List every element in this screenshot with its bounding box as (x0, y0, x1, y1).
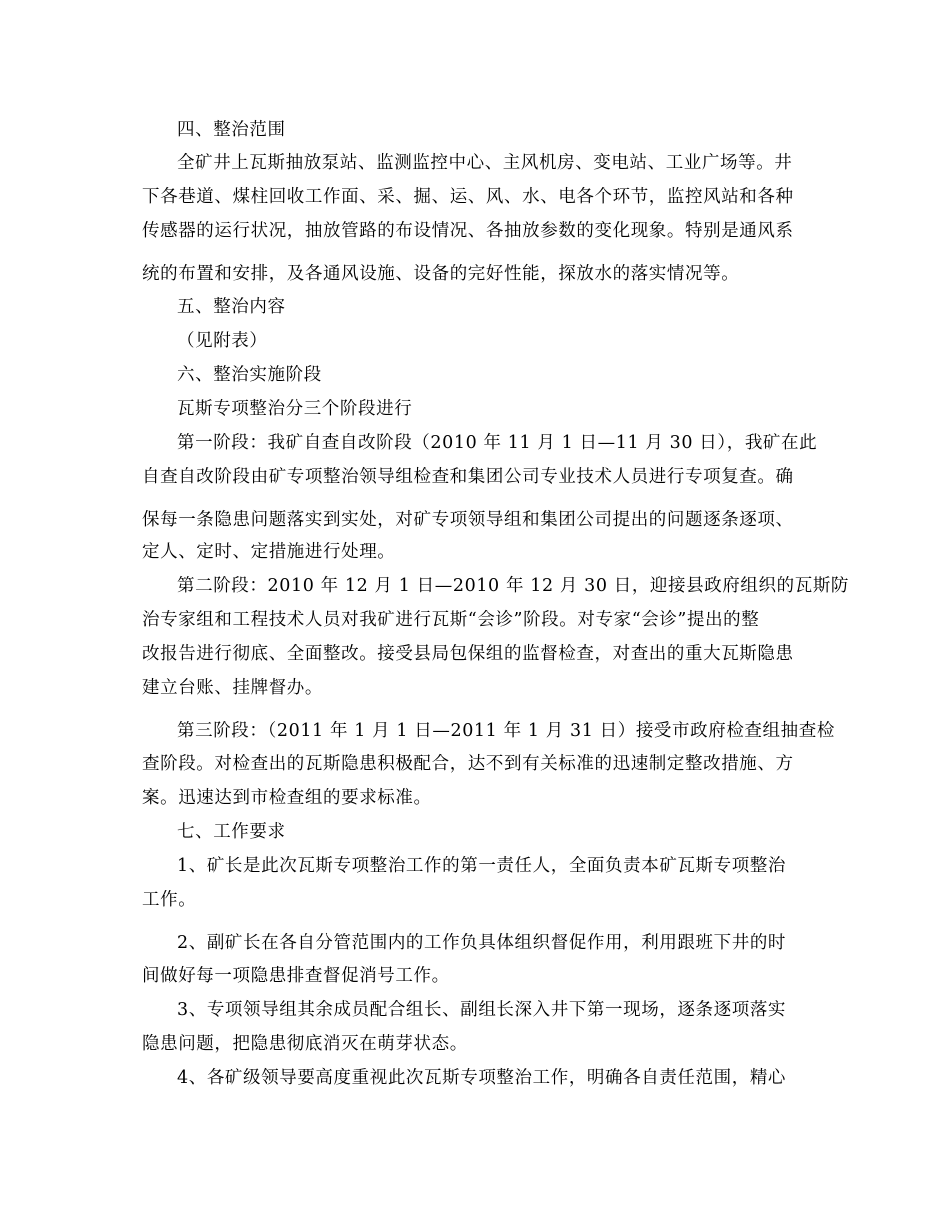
paragraph-line: 改报告进行彻底、全面整改。接受县局包保组的监督检查，对查出的重大瓦斯隐患 (142, 644, 794, 664)
paragraph-line: 3、专项领导组其余成员配合组长、副组长深入井下第一现场，逐条逐项落实 (177, 1000, 787, 1020)
paragraph-line: 统的布置和安排，及各通风设施、设备的完好性能，探放水的落实情况等。 (142, 264, 740, 284)
section-heading-5: 五、整治内容 (177, 297, 286, 317)
paragraph-line: 1、矿长是此次瓦斯专项整治工作的第一责任人，全面负责本矿瓦斯专项整治 (177, 856, 787, 876)
paragraph-line: 查阶段。对检查出的瓦斯隐患积极配合，达不到有关标准的迅速制定整改措施、方 (142, 754, 794, 774)
section-heading-6: 六、整治实施阶段 (177, 365, 322, 385)
paragraph-line: 瓦斯专项整治分三个阶段进行 (177, 399, 413, 419)
paragraph-line: 案。迅速达到市检查组的要求标准。 (142, 788, 432, 808)
paragraph-line: 第二阶段：2010 年 12 月 1 日—2010 年 12 月 30 日，迎接县政府组织的瓦斯防 (177, 576, 850, 596)
paragraph-line: 定人、定时、定措施进行处理。 (142, 542, 396, 562)
section-heading-4: 四、整治范围 (177, 120, 286, 140)
paragraph-line: 传感器的运行状况，抽放管路的布设情况、各抽放参数的变化现象。特别是通风系 (142, 221, 794, 241)
paragraph-line: 间做好每一项隐患排查督促消号工作。 (142, 966, 450, 986)
paragraph-line: （见附表） (177, 331, 268, 351)
paragraph-line: 治专家组和工程技术人员对我矿进行瓦斯“会诊”阶段。对专家“会诊”提出的整 (142, 610, 760, 630)
paragraph-line: 第三阶段：（2011 年 1 月 1 日—2011 年 1 月 31 日）接受市政府检查组抽查检 (177, 721, 835, 741)
paragraph-line: 隐患问题，把隐患彻底消灭在萌芽状态。 (142, 1034, 468, 1054)
paragraph-line: 第一阶段：我矿自查自改阶段（2010 年 11 月 1 日—11 月 30 日），我矿在此 (177, 433, 818, 453)
paragraph-line: 4、各矿级领导要高度重视此次瓦斯专项整治工作，明确各自责任范围，精心 (177, 1068, 787, 1088)
paragraph-line: 2、副矿长在各自分管范围内的工作负具体组织督促作用，利用跟班下井的时 (177, 933, 787, 953)
paragraph-line: 建立台账、挂牌督办。 (142, 678, 323, 698)
paragraph-line: 保每一条隐患问题落实到实处，对矿专项领导组和集团公司提出的问题逐条逐项、 (142, 510, 794, 530)
paragraph-line: 自查自改阶段由矿专项整治领导组检查和集团公司专业技术人员进行专项复查。确 (142, 467, 794, 487)
section-heading-7: 七、工作要求 (177, 822, 286, 842)
paragraph-line: 下各巷道、煤柱回收工作面、采、掘、运、风、水、电各个环节，监控风站和各种 (142, 187, 794, 207)
paragraph-line: 全矿井上瓦斯抽放泵站、监测监控中心、主风机房、变电站、工业广场等。井 (177, 153, 793, 173)
paragraph-line: 工作。 (142, 890, 197, 910)
